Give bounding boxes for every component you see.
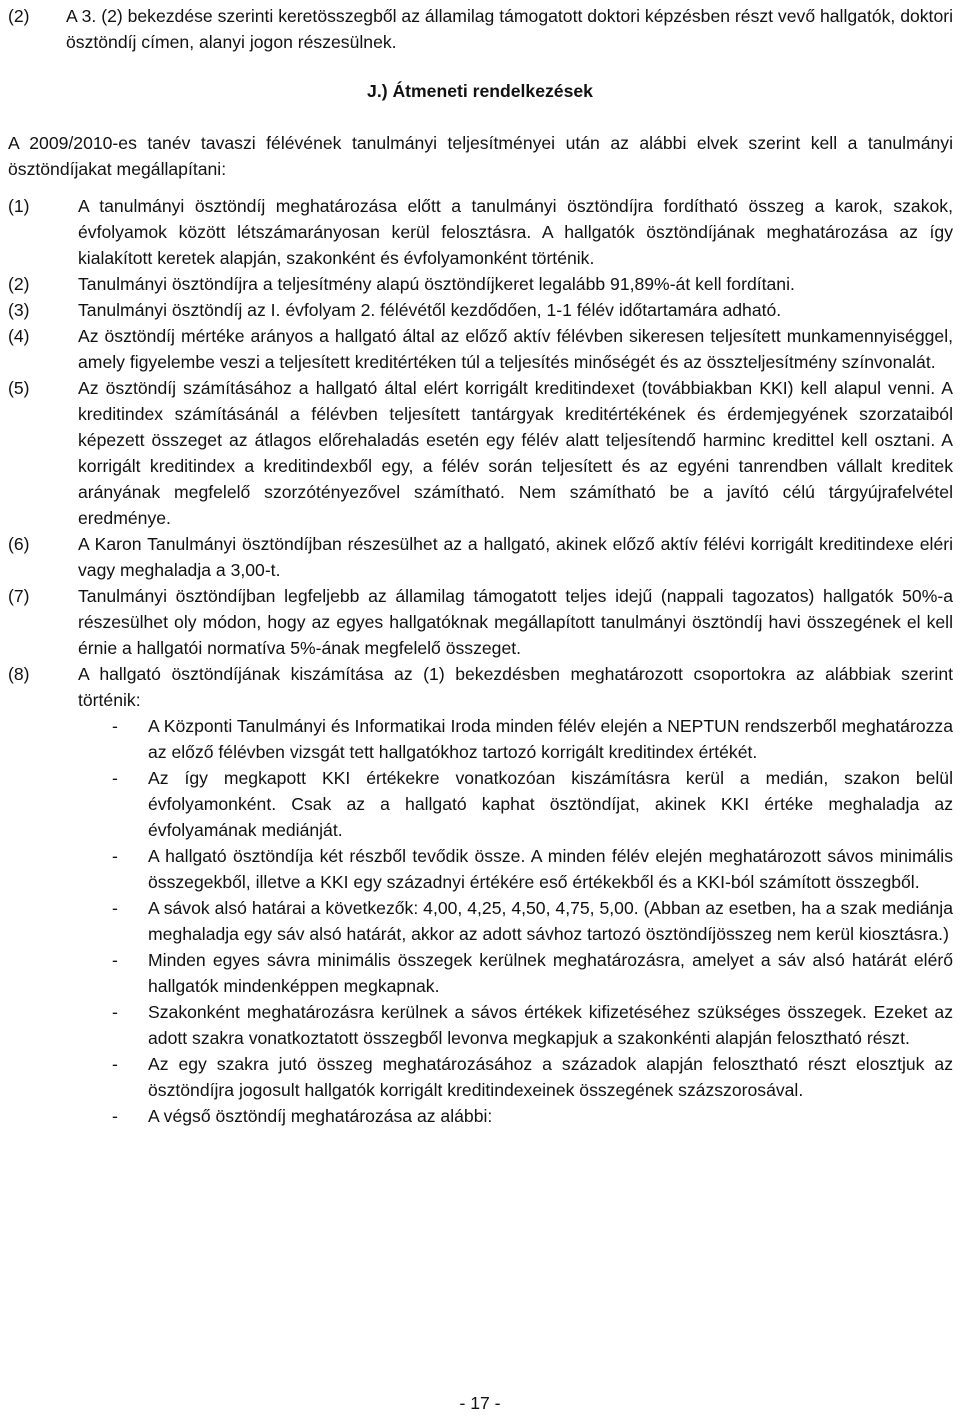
dash-list-item (8, 947, 953, 999)
item-text: A hallgató ösztöndíjának kiszámítása az (1) bekezdésben meghatározott csoportokra az alábbiak szerint történik: (78, 664, 953, 710)
dash-item-text: A Központi Tanulmányi és Informatikai Iroda minden félév elején a NEPTUN rendszerből meghatározza az előző félévben vizsgát tett hallgatókhoz tartozó korrigált kreditindex értékét. (148, 716, 953, 762)
dash-list-item (8, 713, 953, 765)
top-paragraph (8, 3, 953, 55)
item-text: A Karon Tanulmányi ösztöndíjban részesülhet az a hallgató, akinek előző aktív félévi korrigált kreditindexe eléri vagy meghaladja a 3,00-t. (78, 534, 953, 580)
dash-list-item (8, 843, 953, 895)
item-text: Az ösztöndíj számításához a hallgató által elért korrigált kreditindexet (továbbiakban KKI) kell alapul venni. A kreditindex számításánál a félévben teljesített tantárgyak kreditértékének és érdemjegyének szorzataiból képezett összeget az átlagos előrehaladás esetén egy félév alatt teljesítendő harminc kredittel kell osztani. A korrigált kreditindex a kreditindexből egy, a félév során teljesített és az egyéni tanrendben vállalt kreditek arányának megfelelő szorzótényezővel számítható. Nem számítható be a javító célú tárgyújrafelvétel eredménye. (78, 378, 953, 528)
dash-list-item (8, 765, 953, 843)
dash-item-text: A végső ösztöndíj meghatározása az alábbi: (148, 1106, 493, 1126)
item-number: (5) (8, 378, 30, 398)
list-item (8, 297, 953, 323)
dash-list-item (8, 1051, 953, 1103)
list-item (8, 583, 953, 661)
dash-list-item (8, 999, 953, 1051)
dash-item-text: A hallgató ösztöndíja két részből tevődik össze. A minden félév elején meghatározott sávos minimális összegekből, illetve a KKI egy századnyi értékére eső értékekből és a KKI-ból számított összegből. (148, 846, 953, 892)
list-item (8, 531, 953, 583)
item-number: (2) (8, 274, 30, 294)
dash-item-text: Minden egyes sávra minimális összegek kerülnek meghatározásra, amelyet a sáv alsó határát elérő hallgatók mindenképpen megkapnak. (148, 950, 953, 996)
paragraph-text: A 3. (2) bekezdése szerinti keretösszegből az államilag támogatott doktori képzésben részt vevő hallgatók, doktori ösztöndíj címen, alanyi jogon részesülnek. (66, 6, 953, 52)
dash-bullet: - (112, 716, 118, 736)
item-number: (4) (8, 326, 30, 346)
item-number: (6) (8, 534, 30, 554)
list-item (8, 323, 953, 375)
item-text: Tanulmányi ösztöndíjban legfeljebb az államilag támogatott teljes idejű (nappali tagozatos) hallgatók 50%-a részesülhet oly módon, hogy az egyes hallgatóknak megállapított tanulmányi ösztöndíj havi összegének el kell érnie a hallgatói normatíva 5%-ának megfelelő összeget. (78, 586, 953, 658)
dash-bullet: - (112, 950, 118, 970)
dash-bullet: - (112, 768, 118, 788)
item-number: (3) (8, 300, 30, 320)
dash-item-text: Szakonként meghatározásra kerülnek a sávos értékek kifizetéséhez szükséges összegek. Ezeket az adott szakra vonatkoztatott összegből levonva megkapjuk a szakonkénti alapján felosztható részt. (148, 1002, 953, 1048)
dash-bullet: - (112, 1054, 118, 1074)
item-text: Tanulmányi ösztöndíjra a teljesítmény alapú ösztöndíjkeret legalább 91,89%-át kell fordítani. (78, 274, 795, 294)
dash-bullet: - (112, 846, 118, 866)
section-title: J.) Átmeneti rendelkezések (367, 81, 593, 101)
intro-paragraph: A 2009/2010-es tanév tavaszi félévének tanulmányi teljesítményei után az alábbi elvek szerint kell a tanulmányi ösztöndíjakat megállapítani: (8, 133, 953, 179)
list-item (8, 661, 953, 713)
dash-item-text: A sávok alsó határai a következők: 4,00, 4,25, 4,50, 4,75, 5,00. (Abban az esetben, ha a szak mediánja meghaladja egy sáv alsó határát, akkor az adott sávhoz tartozó ösztöndíjösszeg nem kerül kiosztásra.) (148, 898, 953, 944)
dash-bullet: - (112, 1002, 118, 1022)
item-number: (8) (8, 664, 30, 684)
dash-list (8, 713, 953, 1129)
page-number: - 17 - (459, 1393, 501, 1413)
list-item (8, 193, 953, 271)
item-number: (1) (8, 196, 30, 216)
dash-bullet: - (112, 898, 118, 918)
item-text: Az ösztöndíj mértéke arányos a hallgató által az előző aktív félévben sikeresen teljesített munkamennyiséggel, amely figyelembe veszi a teljesített kreditértéken túl a teljesítés minőségét és az összteljesítmény színvonalát. (78, 326, 953, 372)
paragraph-number: (2) (8, 6, 30, 26)
dash-list-item (8, 1103, 953, 1129)
dash-item-text: Az így megkapott KKI értékekre vonatkozóan kiszámításra kerül a medián, szakon belül évfolyamonként. Csak az a hallgató kaphat ösztöndíjat, akinek KKI értéke meghaladja az évfolyamának mediánját. (148, 768, 953, 840)
item-text: Tanulmányi ösztöndíj az I. évfolyam 2. félévétől kezdődően, 1-1 félév időtartamára adható. (78, 300, 782, 320)
dash-bullet: - (112, 1106, 118, 1126)
numbered-list (8, 193, 953, 1129)
dash-list-item (8, 895, 953, 947)
list-item (8, 375, 953, 531)
item-text: A tanulmányi ösztöndíj meghatározása előtt a tanulmányi ösztöndíjra fordítható összeg a karok, szakok, évfolyamok között létszámarányosan kerül felosztásra. A hallgatók ösztöndíjának meghatározása az így kialakított keretek alapján, szakonként és évfolyamonként történik. (78, 196, 953, 268)
dash-item-text: Az egy szakra jutó összeg meghatározásához a századok alapján felosztható részt elosztjuk az ösztöndíjra jogosult hallgatók korrigált kreditindexeinek összegének százszorosával. (148, 1054, 953, 1100)
item-number: (7) (8, 586, 30, 606)
list-item (8, 271, 953, 297)
